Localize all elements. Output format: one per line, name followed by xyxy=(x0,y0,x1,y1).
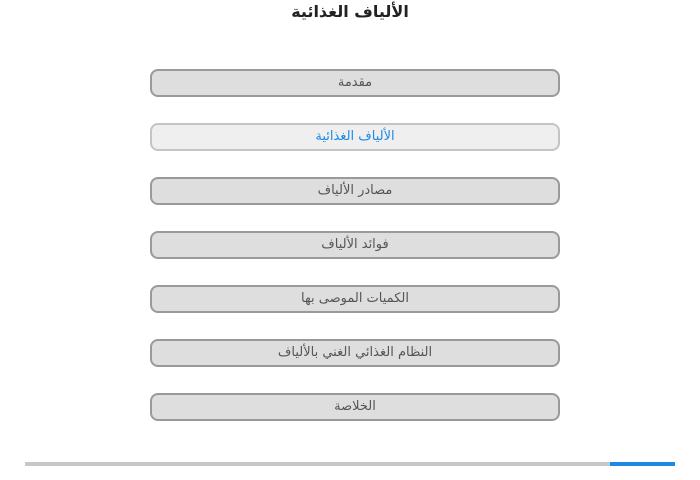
section-nav xyxy=(150,69,560,447)
nav-item-recommended-amounts[interactable]: الكميات الموصى بها xyxy=(150,285,560,313)
progress-bar xyxy=(25,462,675,466)
nav-item-high-fiber-diet[interactable]: النظام الغذائي الغني بالألياف xyxy=(150,339,560,367)
nav-item-conclusion[interactable]: الخلاصة xyxy=(150,393,560,421)
nav-item-fiber-benefits[interactable]: فوائد الألياف xyxy=(150,231,560,259)
page-title: الألياف الغذائية xyxy=(291,2,409,21)
progress-bar-fill xyxy=(610,462,675,466)
nav-item-dietary-fiber[interactable]: الألياف الغذائية xyxy=(150,123,560,151)
nav-item-introduction[interactable]: مقدمة xyxy=(150,69,560,97)
nav-item-fiber-sources[interactable]: مصادر الألياف xyxy=(150,177,560,205)
